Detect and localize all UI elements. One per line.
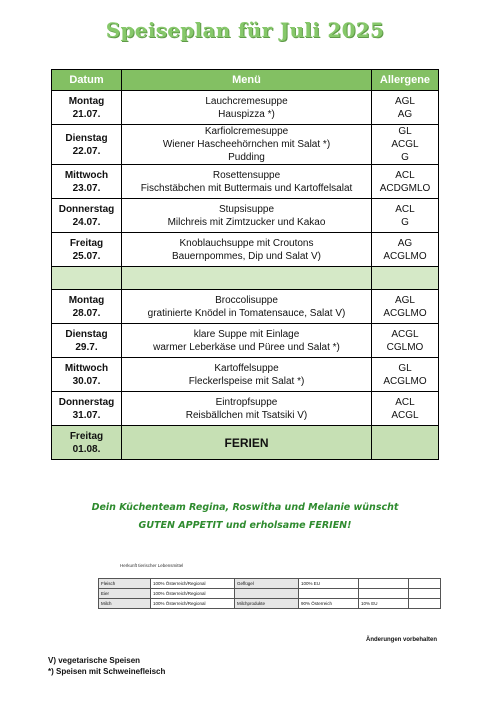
weekday: Freitag (69, 430, 104, 442)
origin-cell: Geflügel (235, 579, 299, 589)
allergen-code: GL (398, 362, 412, 374)
origin-table (98, 578, 441, 609)
weekday: Montag (68, 95, 105, 107)
origin-cell: 100% EU (299, 579, 359, 589)
origin-cell (359, 579, 409, 589)
allergen-cell (372, 125, 439, 165)
menu-row (52, 290, 439, 324)
allergen-code: ACGL (391, 409, 419, 421)
allergen-code: ACGLMO (383, 307, 427, 319)
allergen-cell (372, 324, 439, 358)
origin-cell: Milch (99, 599, 151, 609)
changes-reserved-note: Änderungen vorbehalten (365, 637, 437, 643)
allergen-code: AG (397, 108, 413, 120)
allergen-code: AG (397, 237, 413, 249)
origin-cell (409, 599, 441, 609)
dish-cell (122, 358, 372, 392)
dish-line: klare Suppe mit Einlage (193, 328, 300, 340)
origin-cell (409, 589, 441, 599)
origin-row (99, 579, 441, 589)
date: 23.07. (72, 182, 101, 194)
greeting-line-2: GUTEN APPETIT und erholsame FERIEN! (138, 520, 352, 531)
header-menu: Menü (122, 70, 372, 91)
date-cell (52, 233, 122, 267)
origin-cell: 100% Österreich/Regional (151, 579, 235, 589)
dish-cell (122, 324, 372, 358)
menu-row (52, 358, 439, 392)
page-title: Speiseplan für Juli 2025 (105, 18, 385, 42)
separator-cell (372, 267, 439, 290)
menu-row (52, 324, 439, 358)
weekday: Freitag (69, 237, 104, 249)
origin-cell: Fleisch (99, 579, 151, 589)
dish-line: Fleckerlspeise mit Salat *) (188, 375, 305, 387)
allergen-code: AGL (394, 95, 415, 107)
allergen-code: GL (398, 126, 412, 137)
dish-line: Milchreis mit Zimtzucker und Kakao (167, 216, 326, 228)
dish-line: Lauchcremesuppe (205, 95, 288, 107)
weekday: Dienstag (65, 132, 108, 144)
dish-line: Pudding (228, 152, 265, 163)
week-separator-row (52, 267, 439, 290)
allergen-code: AGL (394, 294, 415, 306)
date-cell (52, 358, 122, 392)
origin-cell (299, 589, 359, 599)
allergen-code: ACL (395, 203, 415, 215)
separator-cell (122, 267, 372, 290)
dish-line: Knoblauchsuppe mit Croutons (179, 237, 314, 249)
allergen-code: CGLMO (386, 341, 424, 353)
menu-row (52, 125, 439, 165)
allergen-cell (372, 165, 439, 199)
dish-line: Hauspizza *) (218, 108, 275, 120)
allergen-cell (372, 91, 439, 125)
dish-line: Fischstäbchen mit Buttermais und Kartoffelsalat (140, 182, 353, 194)
origin-cell: 100% Österreich/Regional (151, 599, 235, 609)
allergen-code: ACGL (391, 139, 419, 150)
date: 22.07. (72, 145, 101, 157)
allergen-cell (372, 290, 439, 324)
date-cell (52, 199, 122, 233)
dish-line: Stupsisuppe (218, 203, 275, 215)
dish-cell (122, 290, 372, 324)
date: 29.7. (75, 341, 98, 353)
origin-cell (409, 579, 441, 589)
date: 28.07. (72, 307, 101, 319)
date: 31.07. (72, 409, 101, 421)
greeting-line-1: Dein Küchenteam Regina, Roswitha und Melanie wünscht (91, 502, 399, 513)
allergen-code: ACL (395, 396, 415, 408)
dish-line: Karfiolcremesuppe (204, 126, 289, 137)
menu-row (52, 392, 439, 426)
menu-table (51, 69, 439, 460)
allergen-code: ACL (395, 169, 415, 181)
allergen-code: G (401, 216, 409, 228)
allergen-code: ACGL (391, 328, 419, 340)
allergen-cell (372, 233, 439, 267)
dish-line: Rosettensuppe (212, 169, 281, 181)
dish-cell (122, 392, 372, 426)
dish-line: warmer Leberkäse und Püree und Salat *) (153, 341, 340, 353)
date-cell (52, 91, 122, 125)
date-cell (52, 426, 122, 460)
origin-cell: 100% Österreich/Regional (151, 589, 235, 599)
origin-cell: 10% EU (359, 599, 409, 609)
dish-cell (122, 165, 372, 199)
menu-row (52, 199, 439, 233)
date-cell (52, 165, 122, 199)
menu-row (52, 165, 439, 199)
date-cell (52, 392, 122, 426)
date-cell (52, 290, 122, 324)
date: 25.07. (72, 250, 101, 262)
weekday: Montag (68, 294, 105, 306)
date: 24.07. (72, 216, 101, 228)
date: 21.07. (72, 108, 101, 120)
header-allergene: Allergene (372, 70, 439, 91)
origin-row (99, 599, 441, 609)
ferien-label: FERIEN (122, 426, 372, 460)
origin-row (99, 589, 441, 599)
dish-cell (122, 91, 372, 125)
menu-row-ferien (52, 426, 439, 460)
allergen-code: ACGLMO (383, 375, 427, 387)
legend-pork: *) Speisen mit Schweinefleisch (48, 667, 166, 676)
dish-line: Broccolisuppe (215, 294, 278, 306)
allergen-cell (372, 392, 439, 426)
weekday: Dienstag (65, 328, 108, 340)
separator-cell (52, 267, 122, 290)
weekday: Donnerstag (58, 203, 115, 215)
dish-cell (122, 199, 372, 233)
allergen-cell (372, 358, 439, 392)
weekday: Mittwoch (64, 362, 109, 374)
menu-row (52, 233, 439, 267)
allergen-cell (372, 199, 439, 233)
dish-cell (122, 233, 372, 267)
table-header-row (52, 70, 439, 91)
dish-line: Wiener Hascheehörnchen mit Salat *) (162, 139, 331, 150)
header-datum: Datum (52, 70, 122, 91)
dish-line: Eintropfsuppe (215, 396, 278, 408)
origin-cell (359, 589, 409, 599)
origin-cell: 90% Österreich (299, 599, 359, 609)
date-cell (52, 125, 122, 165)
menu-row (52, 91, 439, 125)
dish-line: Reisbällchen mit Tsatsiki V) (185, 409, 308, 421)
weekday: Donnerstag (58, 396, 115, 408)
allergen-cell (372, 426, 439, 460)
dish-line: gratinierte Knödel in Tomatensauce, Salat V) (147, 307, 346, 319)
allergen-code: G (401, 152, 409, 163)
allergen-code: ACGLMO (383, 250, 427, 262)
dish-line: Bauernpommes, Dip und Salat V) (172, 250, 321, 262)
date-cell (52, 324, 122, 358)
origin-cell (235, 589, 299, 599)
weekday: Mittwoch (64, 169, 109, 181)
date: 01.08. (72, 443, 101, 455)
origin-cell: Milchprodukte (235, 599, 299, 609)
origin-title: Herkunft tierischer Lebensmittel (120, 563, 184, 568)
dish-line: Kartoffelsuppe (214, 362, 279, 374)
allergen-code: ACDGMLO (379, 182, 431, 194)
legend-vegetarian: V) vegetarische Speisen (48, 656, 141, 665)
date: 30.07. (72, 375, 101, 387)
origin-cell: Eier (99, 589, 151, 599)
dish-cell (122, 125, 372, 165)
